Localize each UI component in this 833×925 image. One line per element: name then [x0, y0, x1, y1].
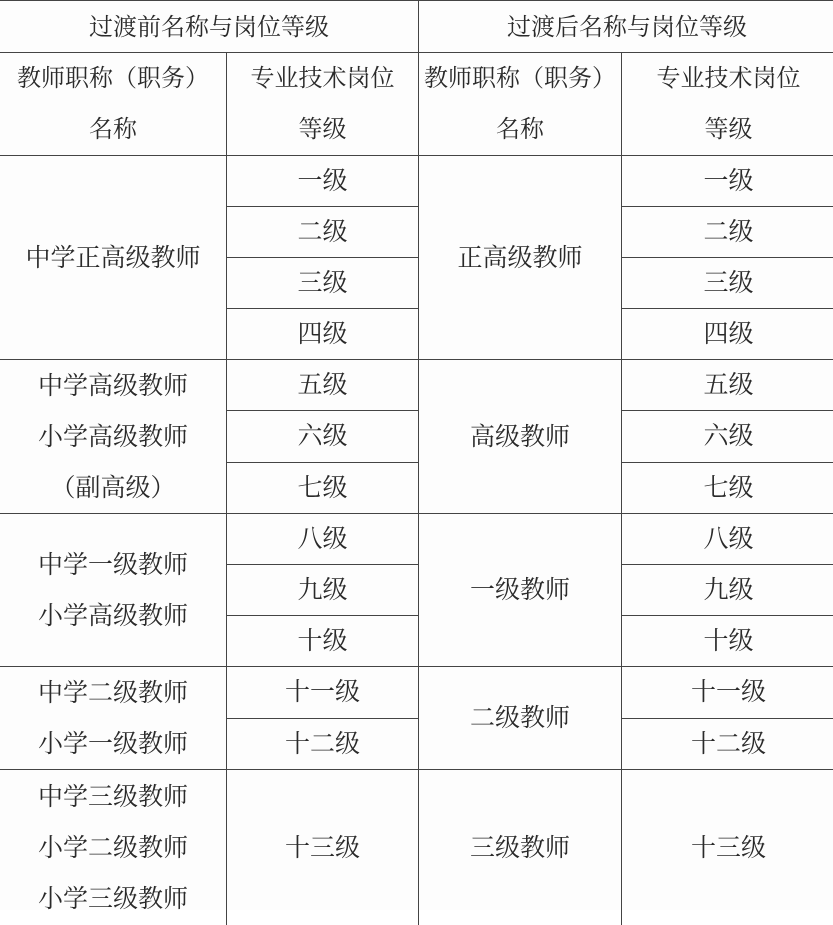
before-title-line: 小学一级教师: [0, 718, 226, 769]
before-title-line: 中学高级教师: [0, 360, 226, 411]
after-level-cell: 五级: [622, 360, 833, 411]
subheader-title-after: [419, 53, 622, 156]
after-title-cell: 正高级教师: [419, 156, 622, 360]
after-level-cell: 十二级: [622, 718, 833, 770]
subheader-title-line-1: 教师职称（职务）: [419, 53, 621, 104]
subheader-row: [0, 53, 833, 156]
before-title-line: 中学一级教师: [0, 539, 226, 590]
subheader-title-before: [0, 53, 227, 156]
header-after: 过渡后名称与岗位等级: [419, 1, 833, 53]
after-level-cell: 八级: [622, 514, 833, 565]
before-title-line: 小学高级教师: [0, 411, 226, 462]
header-before: 过渡前名称与岗位等级: [0, 1, 419, 53]
before-title-line: 中学三级教师: [0, 771, 226, 822]
before-level-cell: 二级: [227, 207, 419, 258]
before-level-cell: 九级: [227, 565, 419, 616]
subheader-title-line-2: 名称: [419, 104, 621, 155]
before-level-cell: 五级: [227, 360, 419, 411]
subheader-level-after: [622, 53, 833, 156]
before-level-cell: 十三级: [227, 770, 419, 925]
after-title-cell: 二级教师: [419, 667, 622, 770]
subheader-level-line-2: 等级: [622, 104, 833, 155]
before-level-cell: 十一级: [227, 667, 419, 719]
after-level-cell: 九级: [622, 565, 833, 616]
subheader-level-line-1: 专业技术岗位: [622, 53, 833, 104]
subheader-level-line-2: 等级: [227, 104, 418, 155]
subheader-level-before: [227, 53, 419, 156]
after-title-cell: 一级教师: [419, 514, 622, 667]
table-row: [0, 514, 833, 565]
before-level-cell: 六级: [227, 411, 419, 462]
before-title-line: 小学二级教师: [0, 822, 226, 873]
header-row: [0, 1, 833, 53]
before-title-cell: [0, 360, 227, 514]
after-level-cell: 一级: [622, 156, 833, 207]
after-level-cell: 七级: [622, 462, 833, 513]
after-level-cell: 十三级: [622, 770, 833, 925]
table-row: [0, 667, 833, 719]
after-level-cell: 二级: [622, 207, 833, 258]
before-level-cell: 三级: [227, 258, 419, 309]
subheader-title-line-2: 名称: [0, 104, 226, 155]
table-row: [0, 360, 833, 411]
before-title-line: 小学高级教师: [0, 590, 226, 641]
after-level-cell: 十级: [622, 616, 833, 667]
after-title-cell: 高级教师: [419, 360, 622, 514]
before-title-line: 中学二级教师: [0, 667, 226, 718]
before-level-cell: 七级: [227, 462, 419, 513]
before-level-cell: 四级: [227, 309, 419, 360]
table-row: [0, 770, 833, 925]
after-level-cell: 三级: [622, 258, 833, 309]
before-title-cell: [0, 514, 227, 667]
before-title-line: 小学三级教师: [0, 873, 226, 924]
subheader-title-line-1: 教师职称（职务）: [0, 53, 226, 104]
before-title-cell: [0, 667, 227, 770]
table-row: [0, 156, 833, 207]
before-level-cell: 八级: [227, 514, 419, 565]
after-title-cell: 三级教师: [419, 770, 622, 925]
after-level-cell: 十一级: [622, 667, 833, 719]
after-level-cell: 四级: [622, 309, 833, 360]
before-level-cell: 一级: [227, 156, 419, 207]
before-title-line: 中学正高级教师: [0, 232, 226, 283]
before-level-cell: 十二级: [227, 718, 419, 770]
subheader-level-line-1: 专业技术岗位: [227, 53, 418, 104]
before-title-cell: [0, 156, 227, 360]
before-level-cell: 十级: [227, 616, 419, 667]
after-level-cell: 六级: [622, 411, 833, 462]
before-title-line: （副高级）: [0, 462, 226, 513]
before-title-cell: [0, 770, 227, 925]
